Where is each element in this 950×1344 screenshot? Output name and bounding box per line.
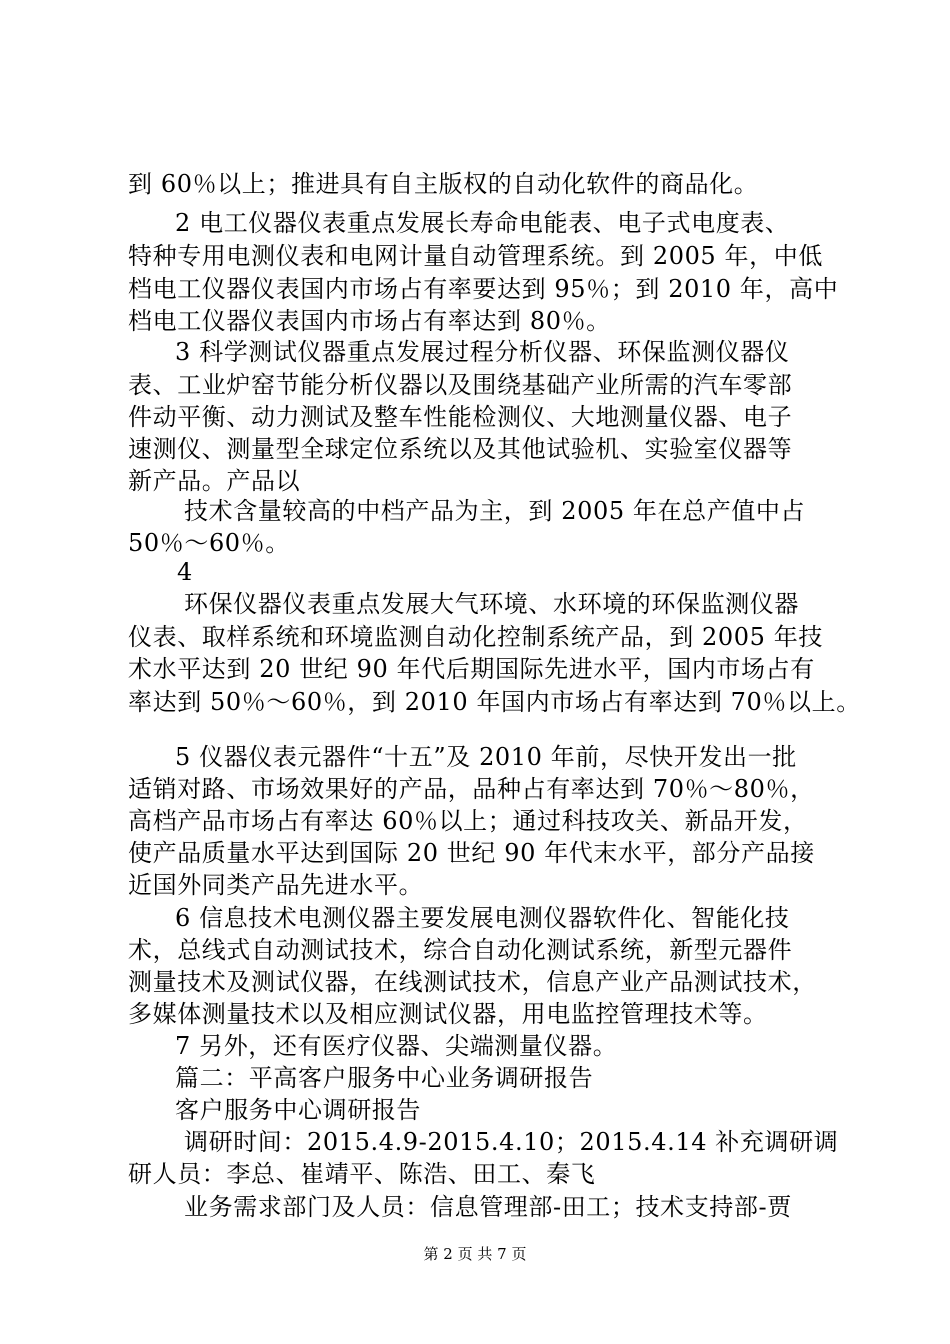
text-line: 环保仪器仪表重点发展大气环境、水环境的环保监测仪器 [184, 590, 799, 618]
text-line: 测量技术及测试仪器，在线测试技术，信息产业产品测试技术， [128, 968, 817, 996]
text-line: 7 另外，还有医疗仪器、尖端测量仪器。 [175, 1032, 618, 1060]
text-line: 技术含量较高的中档产品为主，到 2005 年在总产值中占 [184, 497, 806, 525]
text-line: 4 [177, 558, 193, 586]
text-line: 研人员：李总、崔靖平、陈浩、田工、秦飞 [128, 1160, 596, 1188]
text-line: 多媒体测量技术以及相应测试仪器，用电监控管理技术等。 [128, 1000, 768, 1028]
text-line: 篇二：平高客户服务中心业务调研报告 [175, 1064, 594, 1092]
text-line: 6 信息技术电测仪器主要发展电测仪器软件化、智能化技 [175, 904, 790, 932]
text-line: 2 电工仪器仪表重点发展长寿命电能表、电子式电度表、 [175, 209, 790, 237]
text-line: 表、工业炉窑节能分析仪器以及围绕基础产业所需的汽车零部 [128, 371, 793, 399]
page-footer: 第 2 页 共 7 页 [423, 1245, 527, 1263]
text-line: 仪表、取样系统和环境监测自动化控制系统产品，到 2005 年技 [128, 623, 823, 651]
text-line: 术，总线式自动测试技术，综合自动化测试系统，新型元器件 [128, 936, 793, 964]
text-line: 率达到 50％～60％，到 2010 年国内市场占有率达到 70％以上。 [128, 688, 861, 716]
text-line: 5 仪器仪表元器件“十五”及 2010 年前，尽快开发出一批 [175, 743, 797, 771]
text-line: 使产品质量水平达到国际 20 世纪 90 年代末水平，部分产品接 [128, 839, 815, 867]
text-line: 50％～60％。 [128, 529, 290, 557]
text-line: 到 60％以上；推进具有自主版权的自动化软件的商品化。 [128, 170, 759, 198]
text-line: 业务需求部门及人员：信息管理部-田工；技术支持部-贾 [184, 1193, 792, 1221]
text-line: 术水平达到 20 世纪 90 年代后期国际先进水平，国内市场占有 [128, 655, 815, 683]
text-line: 速测仪、测量型全球定位系统以及其他试验机、实验室仪器等 [128, 435, 793, 463]
text-line: 件动平衡、动力测试及整车性能检测仪、大地测量仪器、电子 [128, 403, 793, 431]
text-line: 高档产品市场占有率达 60％以上；通过科技攻关、新品开发， [128, 807, 808, 835]
text-line: 档电工仪器仪表国内市场占有率要达到 95％；到 2010 年，高中 [128, 275, 839, 303]
text-line: 调研时间：2015.4.9-2015.4.10；2015.4.14 补充调研调 [184, 1128, 839, 1156]
text-line: 档电工仪器仪表国内市场占有率达到 80％。 [128, 307, 611, 335]
text-line: 适销对路、市场效果好的产品，品种占有率达到 70％～80％， [128, 775, 815, 803]
text-line: 新产品。产品以 [128, 467, 301, 495]
text-line: 客户服务中心调研报告 [175, 1096, 421, 1124]
text-line: 特种专用电测仪表和电网计量自动管理系统。到 2005 年，中低 [128, 242, 823, 270]
text-line: 近国外同类产品先进水平。 [128, 871, 424, 899]
text-line: 3 科学测试仪器重点发展过程分析仪器、环保监测仪器仪 [175, 338, 790, 366]
